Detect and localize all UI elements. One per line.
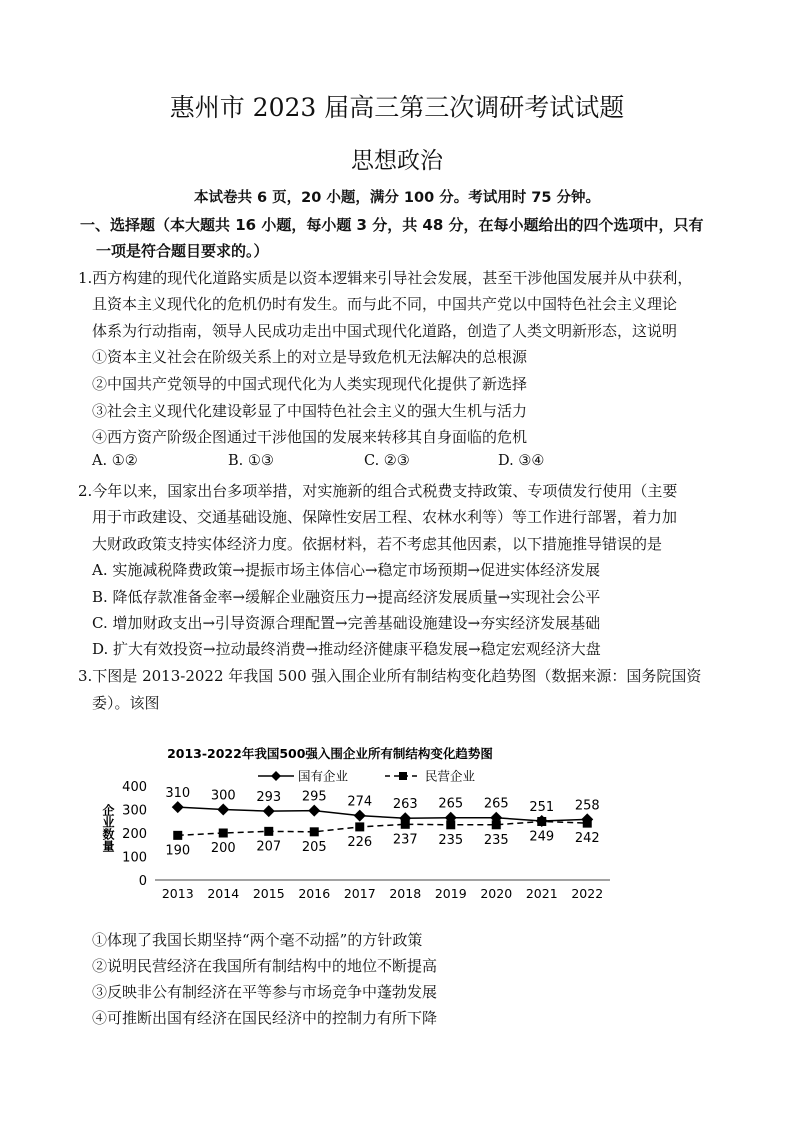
q2-option-a: A. 实施减税降费政策→提振市场主体信心→稳定市场预期→促进实体经济发展 — [92, 561, 601, 579]
data-label: 263 — [392, 797, 418, 813]
data-point-diamond — [217, 804, 229, 816]
data-label: 235 — [483, 832, 509, 848]
y-tick-label: 0 — [138, 874, 147, 889]
data-point-square — [355, 822, 364, 831]
x-tick-label: 2018 — [389, 886, 422, 901]
series-line — [178, 807, 588, 821]
data-point-square — [264, 827, 273, 836]
data-label: 265 — [438, 796, 464, 812]
y-tick-label: 100 — [122, 850, 147, 866]
q1-statement-2: ②中国共产党领导的中国式现代化为人类实现现代化提供了新选择 — [92, 375, 528, 393]
data-label: 293 — [256, 790, 282, 806]
q1-line-3: 体系为行动指南，领导人民成功走出中国式现代化道路，创造了人类文明新形态，这说明 — [92, 322, 678, 340]
chart-legend — [258, 769, 476, 784]
data-point-square — [173, 831, 182, 840]
data-label: 249 — [529, 829, 555, 845]
data-label: 237 — [392, 832, 418, 848]
data-label: 258 — [574, 798, 600, 814]
x-tick-label: 2020 — [480, 886, 513, 901]
y-tick-label: 300 — [122, 803, 147, 819]
data-label: 235 — [438, 832, 464, 848]
data-point-square — [537, 817, 546, 826]
q2-option-c: C. 增加财政支出→引导资源合理配置→完善基础设施建设→夯实经济发展基础 — [92, 614, 601, 632]
q2-line-1: 2.今年以来，国家出台多项举措，对实施新的组合式税费支持政策、专项债发行使用（主要 — [78, 482, 678, 500]
legend-label: 国有企业 — [298, 768, 349, 784]
data-label: 200 — [210, 841, 236, 856]
data-point-square — [446, 820, 455, 829]
legend-square-marker — [399, 772, 407, 780]
data-point-diamond — [308, 805, 320, 817]
section-heading-line2: 一项是符合题目要求的。） — [96, 242, 269, 260]
x-tick-label: 2013 — [161, 886, 194, 901]
data-point-square — [401, 820, 410, 829]
data-label: 265 — [483, 796, 509, 812]
q1-line-2: 且资本主义现代化的危机仍时有发生。而与此不同，中国共产党以中国特色社会主义理论 — [92, 295, 678, 313]
data-label: 205 — [301, 839, 327, 855]
data-point-square — [310, 827, 319, 836]
data-point-diamond — [354, 810, 366, 822]
q2-line-3: 大财政政策支持实体经济力度。依据材料，若不考虑其他因素，以下措施推导错误的是 — [92, 535, 663, 553]
q1-statement-4: ④西方资产阶级企图通过干涉他国的发展来转移其自身面临的危机 — [92, 428, 528, 446]
ownership-trend-chart — [100, 738, 630, 908]
data-point-diamond — [263, 805, 275, 817]
y-tick-label: 200 — [122, 827, 147, 842]
exam-info: 本试卷共 6 页，20 小题，满分 100 分。考试用时 75 分钟。 — [193, 190, 601, 206]
chart-ylabel: 企业数量 — [101, 804, 115, 852]
data-point-square — [583, 819, 592, 828]
y-tick-label: 400 — [122, 780, 147, 795]
x-tick-label: 2016 — [298, 886, 331, 901]
q1-choice-c: C. ②③ — [364, 453, 410, 469]
data-label: 295 — [301, 789, 327, 805]
q3-statement-2: ②说明民营经济在我国所有制结构中的地位不断提高 — [92, 957, 438, 975]
subject-title: 思想政治 — [351, 148, 443, 174]
data-label: 251 — [529, 800, 555, 816]
q1-choice-a: A. ①② — [92, 453, 138, 469]
q3-statement-3: ③反映非公有制经济在平等参与市场竞争中蓬勃发展 — [92, 983, 438, 1001]
data-label: 207 — [256, 839, 282, 855]
q3-statement-4: ④可推断出国有经济在国民经济中的控制力有所下降 — [92, 1009, 438, 1027]
x-tick-label: 2021 — [525, 886, 558, 901]
data-point-diamond — [172, 801, 184, 813]
data-point-square — [219, 829, 228, 838]
x-tick-label: 2022 — [571, 886, 604, 901]
q3-line-2: 委）。该图 — [92, 694, 160, 712]
q1-statement-3: ③社会主义现代化建设彰显了中国特色社会主义的强大生机与活力 — [92, 402, 528, 420]
data-label: 242 — [574, 831, 600, 847]
x-tick-label: 2014 — [207, 886, 240, 901]
q2-line-2: 用于市政建设、交通基础设施、保障性安居工程、农林水利等）等工作进行部署，着力加 — [92, 508, 678, 526]
q3-statement-1: ①体现了我国长期坚持“两个毫不动摇”的方针政策 — [92, 931, 423, 949]
x-tick-label: 2019 — [434, 886, 467, 901]
q3-line-1: 3.下图是 2013-2022 年我国 500 强入围企业所有制结构变化趋势图（数据来源：国务院国资 — [78, 667, 702, 685]
data-point-square — [492, 820, 501, 829]
chart-title: 2013-2022年我国500强入围企业所有制结构变化趋势图 — [167, 746, 493, 761]
x-tick-label: 2017 — [343, 886, 376, 901]
q1-choice-b: B. ①③ — [228, 453, 274, 469]
legend-label: 民营企业 — [425, 768, 476, 784]
q1-statement-1: ①资本主义社会在阶级关系上的对立是导致危机无法解决的总根源 — [92, 348, 528, 366]
q2-option-b: B. 降低存款准备金率→缓解企业融资压力→提高经济发展质量→实现社会公平 — [92, 588, 601, 606]
data-label: 300 — [210, 788, 236, 804]
data-label: 274 — [347, 794, 373, 810]
x-tick-label: 2015 — [252, 886, 285, 901]
exam-title: 惠州市 2023 届高三第三次调研考试试题 — [169, 93, 625, 122]
data-label: 226 — [347, 834, 373, 850]
q2-option-d: D. 扩大有效投资→拉动最终消费→推动经济健康平稳发展→稳定宏观经济大盘 — [92, 640, 601, 658]
chart-series — [165, 786, 599, 858]
data-label: 190 — [165, 843, 191, 859]
q1-choice-d: D. ③④ — [498, 453, 545, 469]
section-heading-line1: 一、选择题（本大题共 16 小题，每小题 3 分，共 48 分，在每小题给出的四个选项中，只有 — [80, 216, 704, 234]
data-label: 310 — [165, 786, 191, 802]
legend-diamond-marker — [271, 771, 281, 781]
series-line — [178, 821, 588, 835]
q1-line-1: 1.西方构建的现代化道路实质是以资本逻辑来引导社会发展，甚至干涉他国发展并从中获利， — [78, 269, 693, 287]
